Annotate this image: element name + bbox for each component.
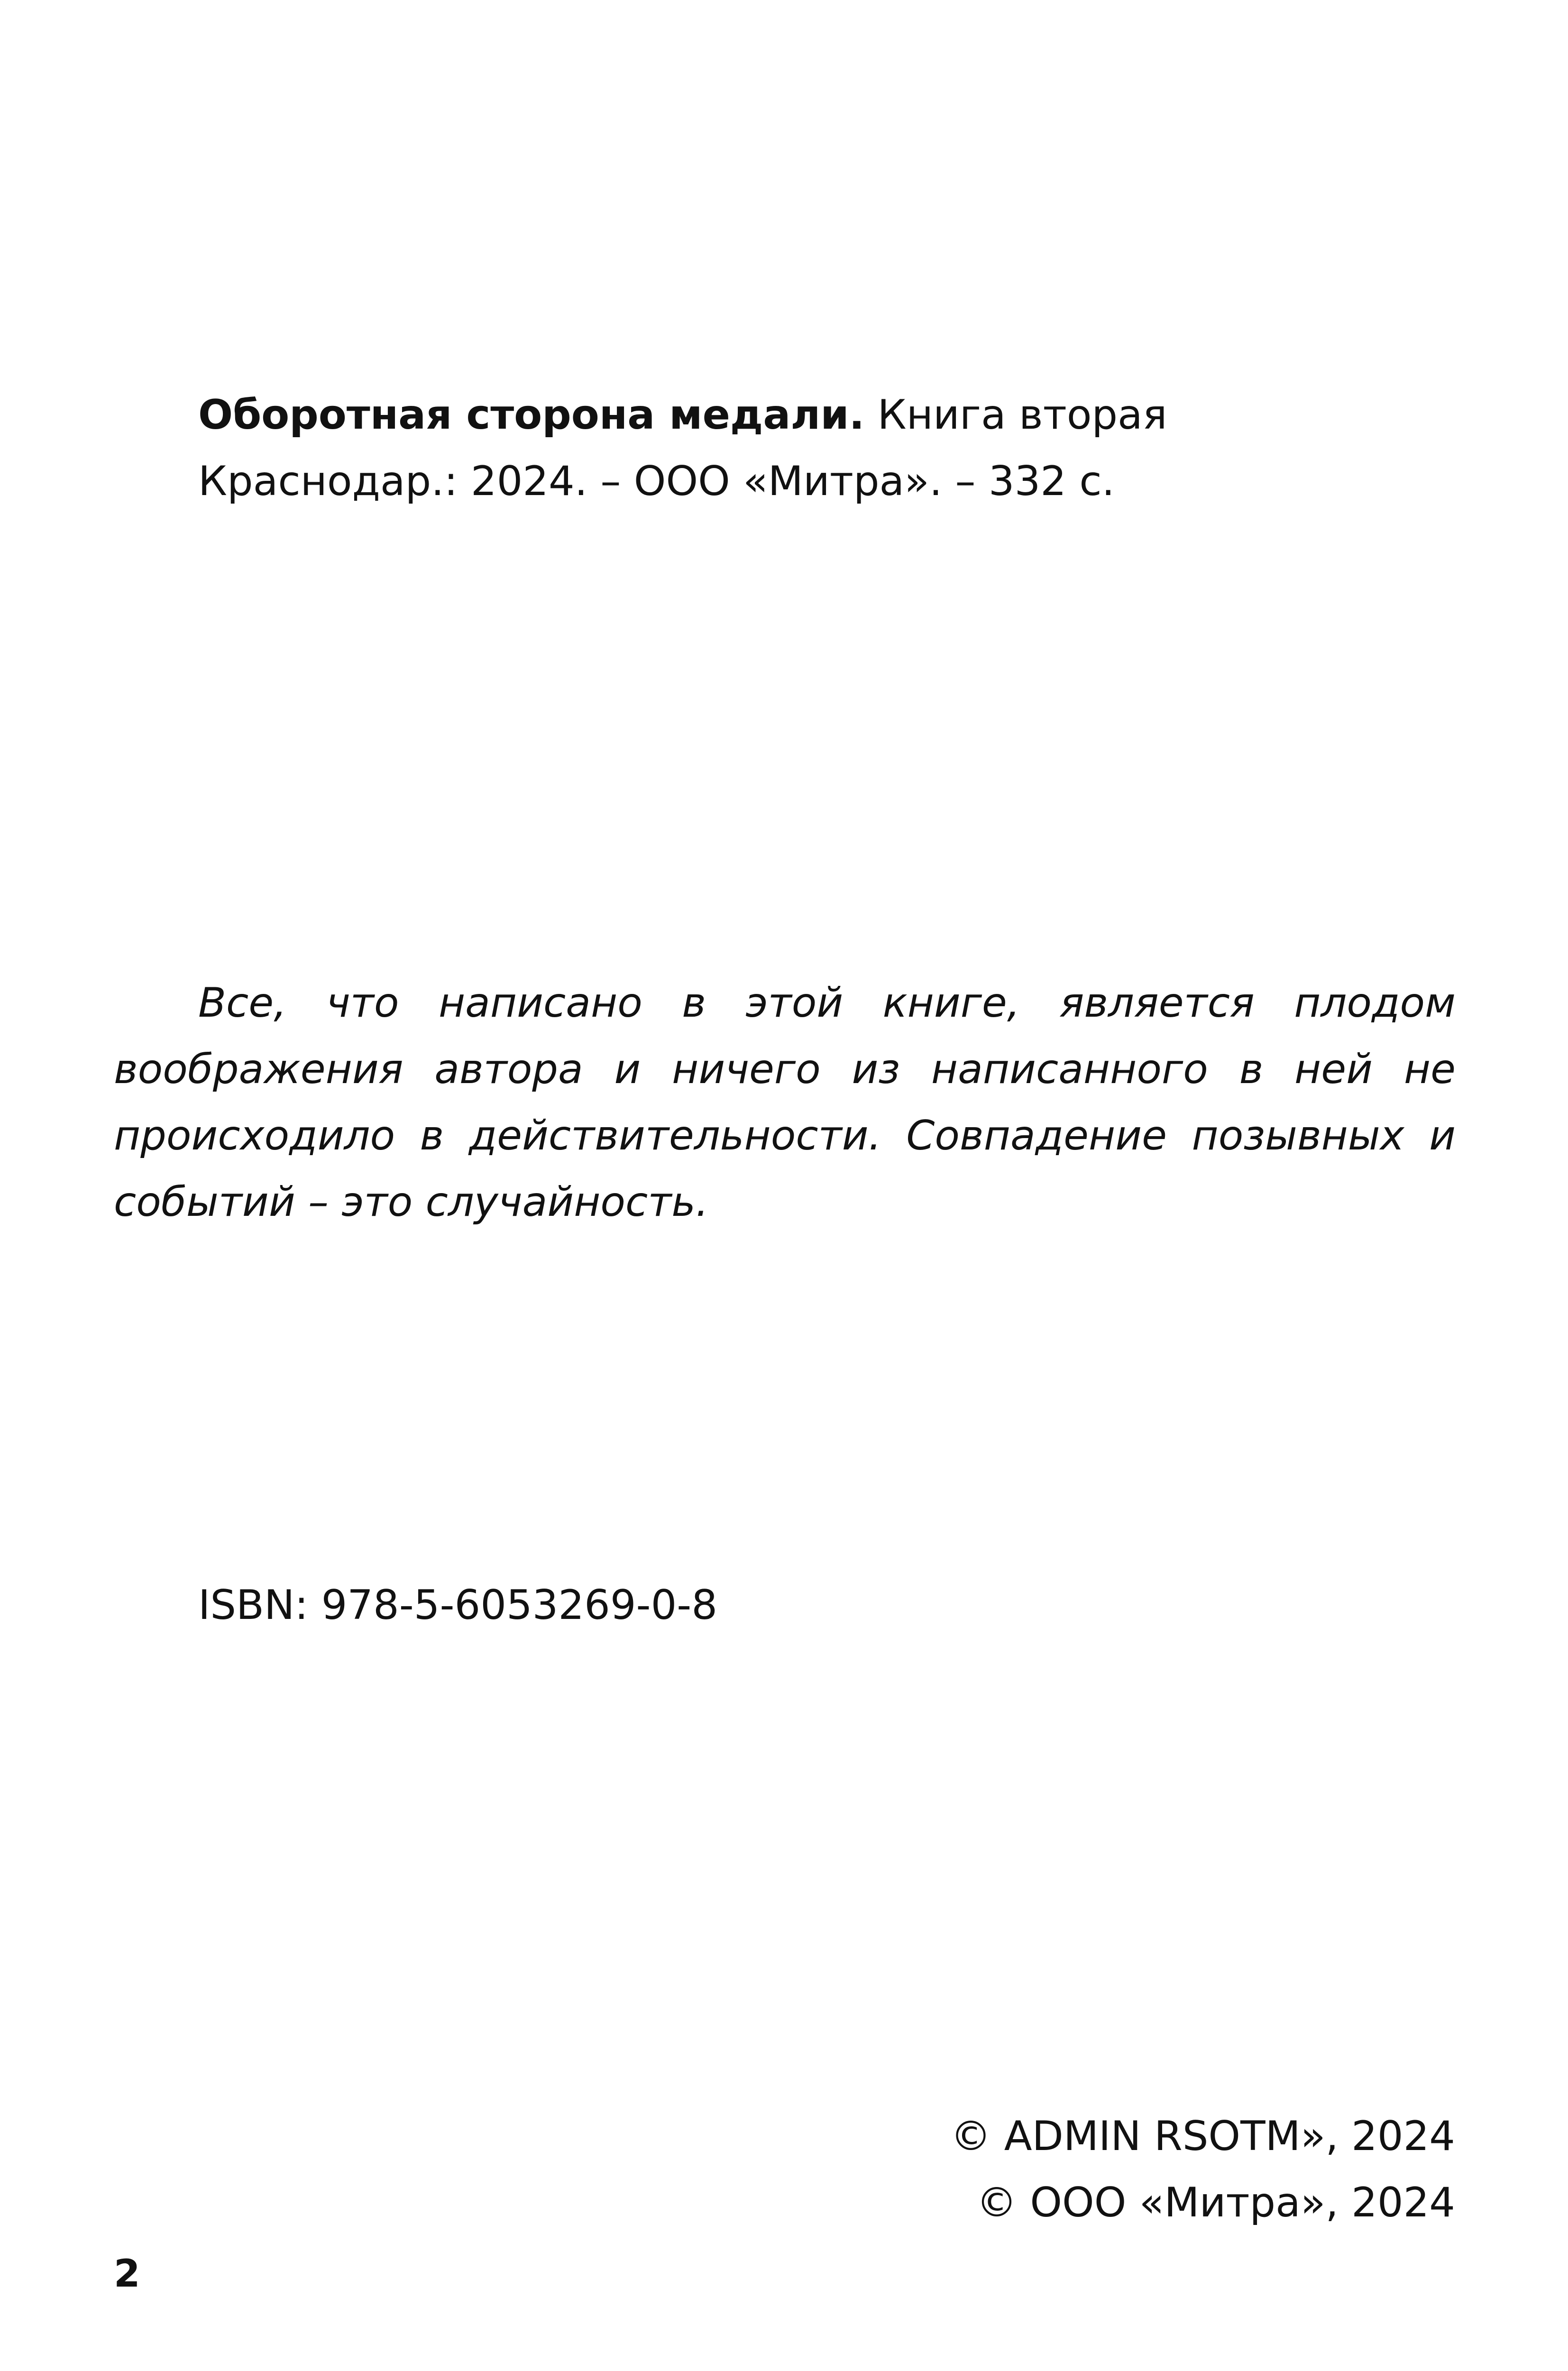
disclaimer-text: Все, что написано в этой книге, является плодом воображения автора и ничего из написанного в ней не происходило в действительности. Совпадение позывных и событий – это случайность. [114,979,1456,1226]
copyright-block [950,2103,1455,2236]
imprint-block [198,382,1455,515]
imprint-title-line [198,382,1455,448]
publication-line: Краснодар.: 2024. – ООО «Митра». – 332 с. [198,458,1115,505]
isbn-line: ISBN: 978-5-6053269-0-8 [198,1581,718,1629]
book-title: Оборотная сторона медали. [198,391,865,439]
copyright-line: © ООО «Митра», 2024 [976,2179,1455,2226]
copyright-line: © ADMIN RSOTM», 2024 [950,2113,1455,2160]
book-subtitle: Книга вторая [877,391,1167,439]
page-number: 2 [114,2252,140,2296]
